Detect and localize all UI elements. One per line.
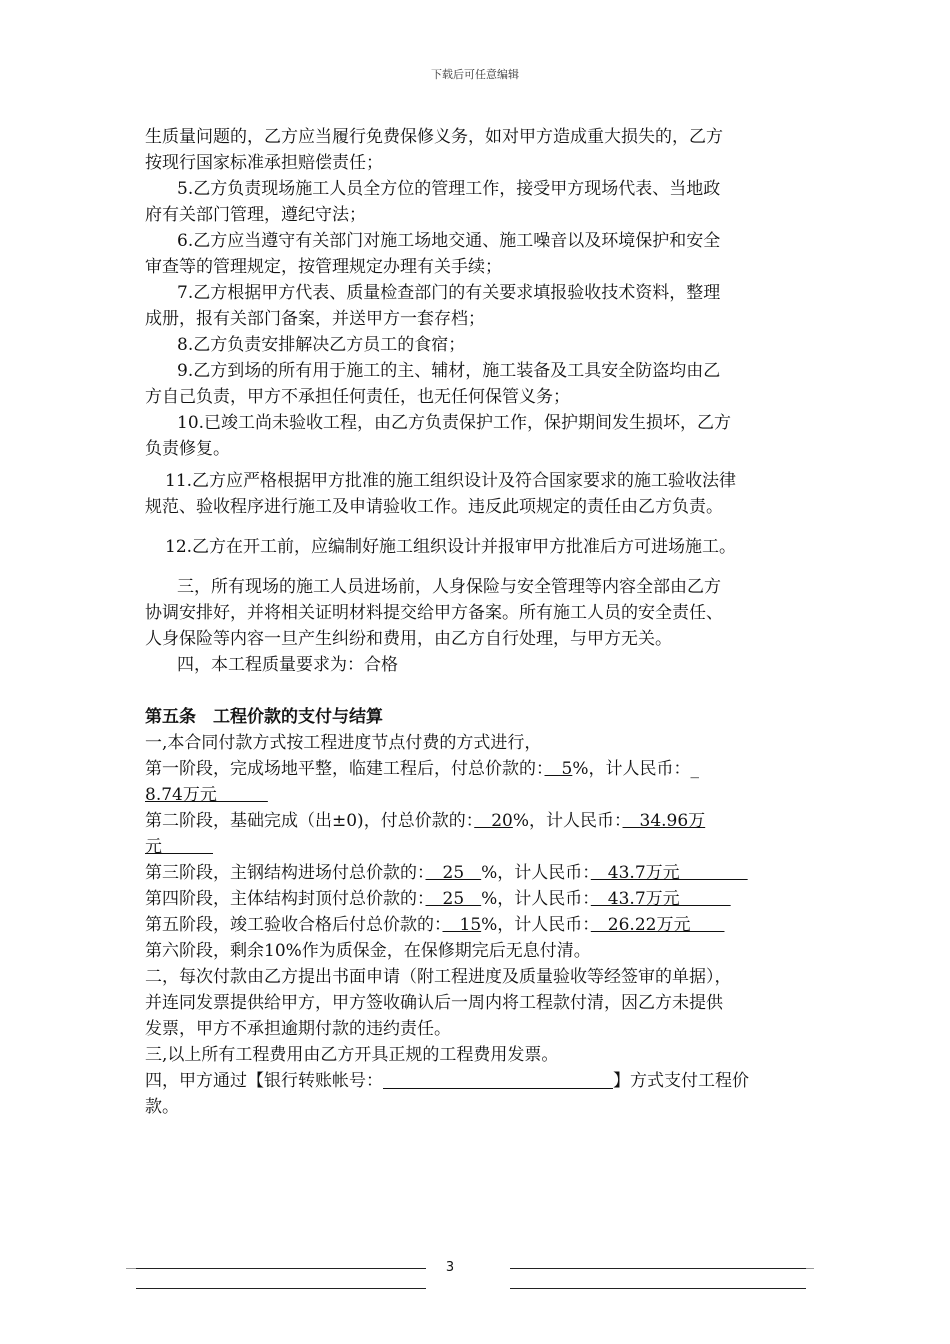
page-footer (0, 1258, 950, 1298)
payment-clause-2: 二，每次付款由乙方提出书面申请（附工程进度及质量验收等经签审的单据）， (145, 967, 732, 987)
footer-rule (136, 1288, 426, 1289)
clause-7: 7.乙方根据甲方代表、质量检查部门的有关要求填报验收技术资料，整理 (177, 283, 721, 303)
document-body (145, 124, 813, 1120)
payment-clause-3: 三,以上所有工程费用由乙方开具正规的工程费用发票。 (145, 1045, 559, 1065)
stage-1-percent: 5 (544, 759, 573, 779)
payment-stage-5: 第五阶段，竣工验收合格后付总价款的： 15%，计人民币： 26.22万元 (145, 915, 725, 935)
paragraph-line: 并连同发票提供给甲方，甲方签收确认后一周内将工程款付清，因乙方未提供 (145, 993, 723, 1013)
paragraph-line: 负责修复。 (145, 439, 230, 459)
clause-8: 8.乙方负责安排解决乙方员工的食宿； (177, 335, 466, 355)
footer-rule (510, 1268, 806, 1269)
stage-4-percent: 25 (425, 889, 482, 909)
clause-11: 11.乙方应严格根据甲方批准的施工组织设计及符合国家要求的施工验收法律 (165, 471, 737, 491)
paragraph-four: 四，本工程质量要求为：合格 (177, 655, 398, 675)
paragraph-three: 三，所有现场的施工人员进场前，人身保险与安全管理等内容全部由乙方 (177, 577, 721, 597)
clause-9: 9.乙方到场的所有用于施工的主、辅材，施工装备及工具安全防盗均由乙 (177, 361, 721, 381)
paragraph-line: 成册，报有关部门备案，并送甲方一套存档； (145, 309, 485, 329)
footer-rule (136, 1268, 426, 1269)
payment-stage-4: 第四阶段，主体结构封顶付总价款的： 25 %，计人民币： 43.7万元 (145, 889, 731, 909)
paragraph-line: 府有关部门管理，遵纪守法； (145, 205, 366, 225)
stage-5-percent: 15 (442, 915, 482, 935)
stage-2-amount: 34.96万 (622, 811, 706, 831)
clause-5: 5.乙方负责现场施工人员全方位的管理工作，接受甲方现场代表、当地政 (177, 179, 721, 199)
bank-account-blank (383, 1070, 613, 1089)
page-header: 下载后可任意编辑 (431, 68, 519, 81)
payment-stage-3: 第三阶段，主钢结构进场付总价款的： 25 %，计人民币： 43.7万元 (145, 863, 748, 883)
footer-rule (806, 1268, 814, 1269)
paragraph-line: 规范、验收程序进行施工及申请验收工作。违反此项规定的责任由乙方负责。 (145, 497, 723, 517)
payment-stage-6: 第六阶段，剩余10%作为质保金，在保修期完后无息付清。 (145, 941, 591, 961)
payment-stage-1-amount (145, 782, 813, 808)
stage-1-amount: 8.74万元 (145, 785, 268, 805)
stage-2-amount-cont: 元 (145, 837, 213, 857)
page-number: 3 (445, 1260, 455, 1275)
clause-6: 6.乙方应当遵守有关部门对施工场地交通、施工噪音以及环境保护和安全 (177, 231, 721, 251)
paragraph-line: 方自己负责，甲方不承担任何责任，也无任何保管义务； (145, 387, 570, 407)
paragraph-line: 发票，甲方不承担逾期付款的违约责任。 (145, 1019, 451, 1039)
stage-3-amount: 43.7万元 (590, 863, 748, 883)
paragraph-line: 按现行国家标准承担赔偿责任； (145, 153, 383, 173)
paragraph-line: 款。 (145, 1097, 179, 1117)
stage-5-amount: 26.22万元 (590, 915, 725, 935)
footer-rule (510, 1288, 806, 1289)
stage-3-percent: 25 (425, 863, 482, 883)
paragraph-line: 人身保险等内容一旦产生纠纷和费用，由乙方自行处理，与甲方无关。 (145, 629, 672, 649)
paragraph-line: 生质量问题的，乙方应当履行免费保修义务，如对甲方造成重大损失的，乙方 (145, 127, 723, 147)
paragraph-line: 协调安排好，并将相关证明材料提交给甲方备案。所有施工人员的安全责任、 (145, 603, 723, 623)
section-5-title: 第五条 工程价款的支付与结算 (145, 707, 383, 727)
stage-4-amount: 43.7万元 (590, 889, 731, 909)
footer-rule (126, 1268, 136, 1269)
clause-10: 10.已竣工尚未验收工程，由乙方负责保护工作，保护期间发生损坏，乙方 (177, 413, 732, 433)
paragraph-line: 审查等的管理规定，按管理规定办理有关手续； (145, 257, 502, 277)
payment-stage-2: 第二阶段，基础完成（出±0)，付总价款的： 20%，计人民币： 34.96万 (145, 811, 706, 831)
stage-2-percent: 20 (474, 811, 513, 831)
payment-clause-4: 四，甲方通过【银行转账帐号： 】方式支付工程价 (145, 1071, 749, 1091)
payment-intro: 一,本合同付款方式按工程进度节点付费的方式进行， (145, 733, 542, 753)
clause-12: 12.乙方在开工前，应编制好施工组织设计并报审甲方批准后方可进场施工。 (165, 537, 737, 557)
payment-stage-2-amount (145, 834, 813, 860)
payment-stage-1: 第一阶段，完成场地平整，临建工程后，付总价款的： 5%，计人民币：_ (145, 759, 699, 779)
